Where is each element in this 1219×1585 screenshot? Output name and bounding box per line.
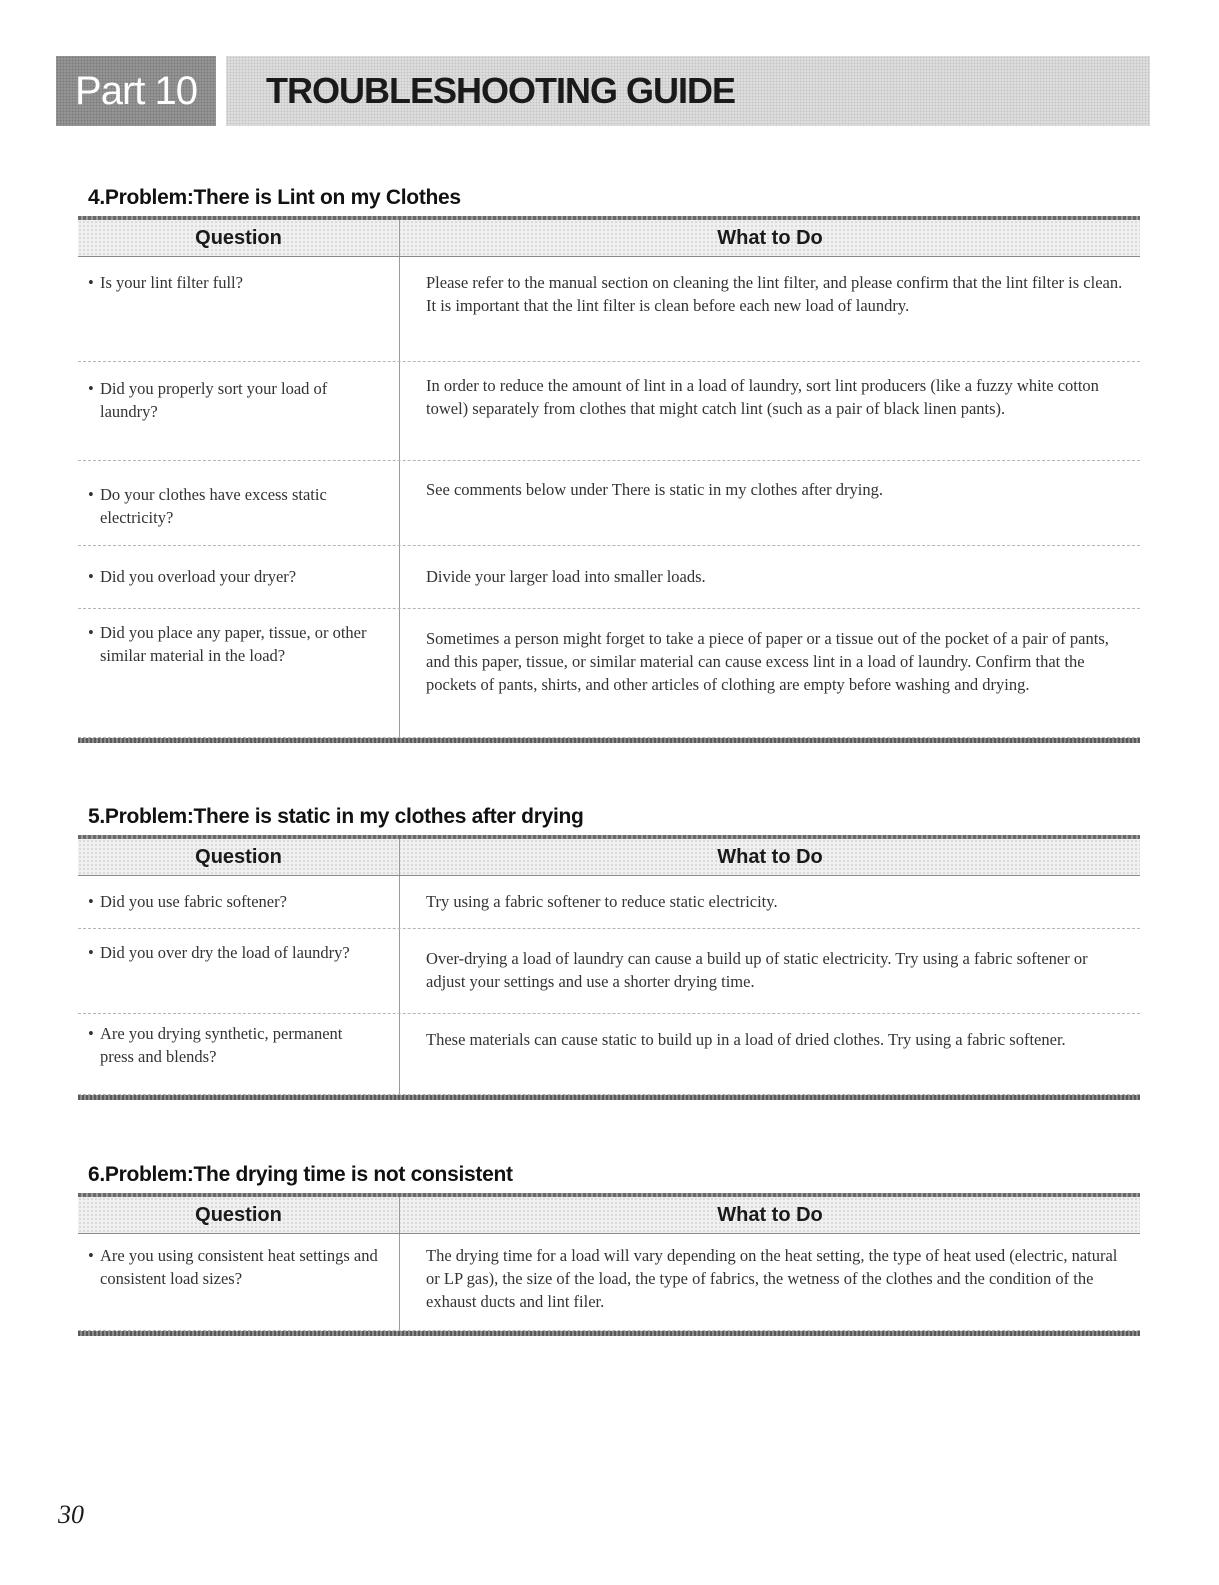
question-cell: • Are you drying synthetic, permanent press and blends? [78,1014,400,1094]
table-header [78,839,1140,876]
answer-cell: Divide your larger load into smaller loads. [426,567,706,586]
column-header-question: Question [78,1197,400,1233]
section-heading: 4.Problem:There is Lint on my Clothes [88,186,461,209]
answer-cell: See comments below under There is static in my clothes after drying. [426,480,883,499]
table-header [78,1197,1140,1234]
bullet-icon: • [88,485,94,504]
table-row [78,546,1140,609]
section-static [78,805,1140,1100]
table-row [78,1234,1140,1331]
column-header-what-to-do: What to Do [717,1204,823,1226]
bullet-icon: • [88,943,94,962]
section-heading: 5.Problem:There is static in my clothes after drying [88,805,584,828]
question-cell: • Is your lint filter full? [78,257,400,361]
table-header [78,220,1140,257]
question-cell: • Are you using consistent heat settings and consistent load sizes? [78,1234,400,1330]
section-lint [78,186,1140,743]
question-cell: • Do your clothes have excess static electricity? [78,461,400,545]
column-header-what-to-do: What to Do [717,846,823,868]
answer-cell: Try using a fabric softener to reduce static electricity. [426,892,778,911]
answer-cell: Over-drying a load of laundry can cause a build up of static electricity. Try using a fabric softener or adjust your settings and use a shorter drying time. [426,949,1088,991]
question-cell: • Did you properly sort your load of laundry? [78,362,400,460]
bullet-icon: • [88,379,94,398]
bottom-rule [78,738,1140,743]
table-row [78,461,1140,546]
bullet-icon: • [88,1024,94,1043]
question-cell: • Did you over dry the load of laundry? [78,929,400,1013]
bullet-icon: • [88,623,94,642]
table-row [78,609,1140,738]
section-drying-time [78,1163,1140,1336]
bullet-icon: • [88,892,94,911]
answer-cell: These materials can cause static to build up in a load of dried clothes. Try using a fabric softener. [426,1030,1066,1049]
table-row [78,1014,1140,1095]
page-banner [56,56,1150,126]
bullet-icon: • [88,567,94,586]
column-header-what-to-do: What to Do [717,227,823,249]
title-bar [226,56,1150,126]
page-title: TROUBLESHOOTING GUIDE [266,70,736,111]
answer-cell: The drying time for a load will vary depending on the heat setting, the type of heat used (electric, natural or LP gas), the size of the load, the type of fabrics, the wetness of the clothes and the condition of the exhaust ducts and lint filer. [426,1246,1118,1311]
answer-cell: In order to reduce the amount of lint in a load of laundry, sort lint producers (like a fuzzy white cotton towel) separately from clothes that might catch lint (such as a pair of black linen pants). [426,376,1099,418]
column-header-question: Question [78,220,400,256]
table-row [78,362,1140,461]
column-header-question: Question [78,839,400,875]
question-cell: • Did you use fabric softener? [78,876,400,928]
table-row [78,876,1140,929]
section-heading: 6.Problem:The drying time is not consistent [88,1163,513,1186]
part-badge: Part 10 [56,56,216,126]
bottom-rule [78,1331,1140,1336]
bullet-icon: • [88,273,94,292]
question-cell: • Did you place any paper, tissue, or other similar material in the load? [78,609,400,737]
answer-cell: Please refer to the manual section on cleaning the lint filter, and please confirm that the lint filter is clean. It is important that the lint filter is clean before each new load of laundry. [426,273,1123,315]
page-number: 30 [58,1500,84,1529]
answer-cell: Sometimes a person might forget to take a piece of paper or a tissue out of the pocket of a pair of pants, and this paper, tissue, or similar material can cause excess lint in a load of laundry. Confirm that the pockets of pants, shirts, and other articles of clothing are empty before washing and drying. [426,629,1109,694]
table-row [78,929,1140,1014]
bullet-icon: • [88,1246,94,1265]
table-row [78,257,1140,362]
bottom-rule [78,1095,1140,1100]
question-cell: • Did you overload your dryer? [78,546,400,608]
